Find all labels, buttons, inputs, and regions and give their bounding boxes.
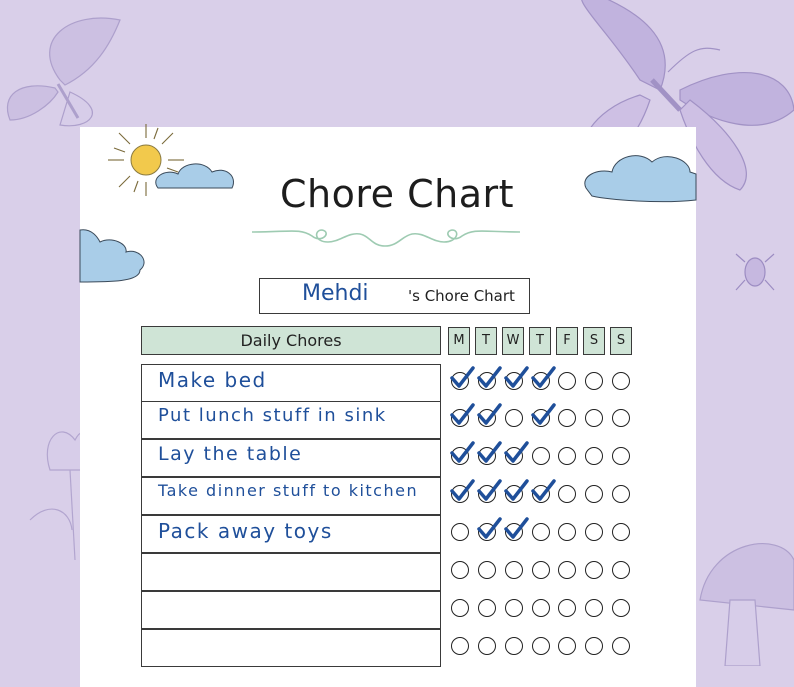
day-header: S (610, 327, 632, 355)
checkmark-icon (476, 441, 502, 465)
empty-circle[interactable] (558, 409, 576, 427)
empty-circle[interactable] (558, 485, 576, 503)
empty-circle[interactable] (451, 561, 469, 579)
checkmark-icon (530, 403, 556, 427)
checkmark-icon (530, 366, 556, 390)
empty-circle[interactable] (505, 409, 523, 427)
empty-circle[interactable] (558, 637, 576, 655)
empty-circle[interactable] (585, 561, 603, 579)
checkmark-icon (476, 479, 502, 503)
checkmark-icon (530, 479, 556, 503)
checkmark-icon (449, 403, 475, 427)
empty-circle[interactable] (585, 599, 603, 617)
checkmark-icon (503, 517, 529, 541)
cloud-icon (80, 230, 144, 282)
empty-circle[interactable] (585, 485, 603, 503)
chore-row[interactable] (141, 515, 441, 553)
empty-circle[interactable] (612, 561, 630, 579)
empty-circle[interactable] (505, 637, 523, 655)
empty-circle[interactable] (532, 637, 550, 655)
empty-circle[interactable] (585, 637, 603, 655)
day-header: T (475, 327, 497, 355)
day-header: F (556, 327, 578, 355)
empty-circle[interactable] (585, 447, 603, 465)
checkmark-icon (476, 366, 502, 390)
empty-circle[interactable] (505, 599, 523, 617)
chore-label: Take dinner stuff to kitchen (158, 481, 419, 500)
empty-circle[interactable] (558, 599, 576, 617)
empty-circle[interactable] (558, 372, 576, 390)
empty-circle[interactable] (532, 599, 550, 617)
day-header: S (583, 327, 605, 355)
chore-row[interactable] (141, 401, 441, 439)
empty-circle[interactable] (478, 637, 496, 655)
empty-circle[interactable] (451, 523, 469, 541)
empty-circle[interactable] (532, 523, 550, 541)
empty-circle[interactable] (612, 447, 630, 465)
page-title: Chore Chart (279, 172, 515, 216)
empty-circle[interactable] (532, 561, 550, 579)
daily-chores-header: Daily Chores (141, 326, 441, 355)
empty-circle[interactable] (558, 523, 576, 541)
empty-circle[interactable] (478, 599, 496, 617)
empty-circle[interactable] (612, 523, 630, 541)
empty-circle[interactable] (585, 372, 603, 390)
empty-circle[interactable] (612, 485, 630, 503)
chore-row[interactable] (141, 591, 441, 629)
chore-row[interactable] (141, 629, 441, 667)
chore-label: Put lunch stuff in sink (158, 405, 387, 426)
checkmark-icon (449, 479, 475, 503)
name-field[interactable] (259, 278, 530, 314)
empty-circle[interactable] (451, 599, 469, 617)
checkmark-icon (503, 479, 529, 503)
chore-label: Pack away toys (158, 519, 333, 543)
empty-circle[interactable] (558, 447, 576, 465)
chore-label: Make bed (158, 368, 267, 392)
checkmark-icon (476, 403, 502, 427)
chore-row[interactable] (141, 477, 441, 515)
checkmark-icon (476, 517, 502, 541)
empty-circle[interactable] (505, 561, 523, 579)
chore-row[interactable] (141, 364, 441, 402)
checkmark-icon (503, 441, 529, 465)
flourish-divider-icon (252, 230, 520, 246)
checkmark-icon (503, 366, 529, 390)
empty-circle[interactable] (585, 523, 603, 541)
empty-circle[interactable] (612, 637, 630, 655)
empty-circle[interactable] (612, 409, 630, 427)
chore-row[interactable] (141, 439, 441, 477)
checkmark-icon (449, 441, 475, 465)
empty-circle[interactable] (558, 561, 576, 579)
empty-circle[interactable] (612, 372, 630, 390)
chore-label: Lay the table (158, 443, 303, 465)
empty-circle[interactable] (451, 637, 469, 655)
empty-circle[interactable] (612, 599, 630, 617)
name-suffix-label: 's Chore Chart (408, 287, 515, 305)
empty-circle[interactable] (478, 561, 496, 579)
day-header: W (502, 327, 524, 355)
day-header: T (529, 327, 551, 355)
empty-circle[interactable] (585, 409, 603, 427)
owner-name: Mehdi (302, 281, 369, 306)
chore-row[interactable] (141, 553, 441, 591)
day-header: M (448, 327, 470, 355)
checkmark-icon (449, 366, 475, 390)
empty-circle[interactable] (532, 447, 550, 465)
